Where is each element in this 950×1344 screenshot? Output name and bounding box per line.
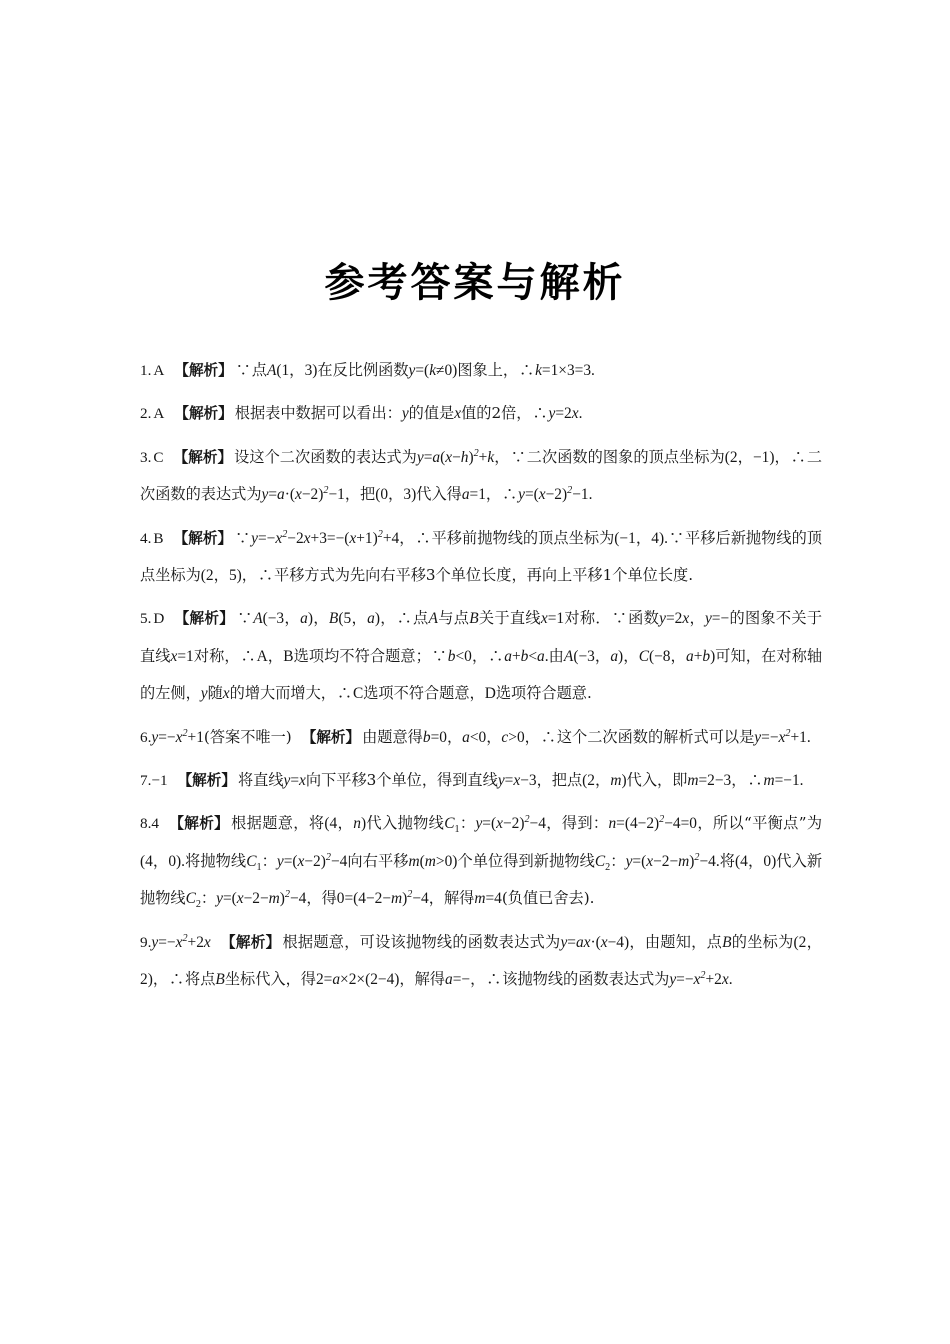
answer-body-7: 将直线 xyxy=(237,771,284,790)
therefore-icon: ∴ xyxy=(169,970,185,989)
answer-number-4: 4. B xyxy=(140,529,164,547)
answer-value-7: −1 xyxy=(151,772,168,790)
answer-number-6: 6. xyxy=(140,728,152,746)
answer-body-9: 根据题意，可设该抛物线的函数表达式为 xyxy=(282,932,561,951)
answer-entry-3: 3. C 【解析】 设这个二次函数的表达式为$y=a(x-h)^2+k$，∵二次函数的图象的顶点坐标为(2，−1)，∴二次函数的表达式为$y=a\cdot(x-2)^2-1$，把(0，3)代入得a=1，$\therefore y=(x-2)^2-1$. xyxy=(140,447,823,504)
answer-value-6: $y=-x^2+1$(答案不唯一) xyxy=(151,727,292,746)
therefore-icon: ∴ xyxy=(540,727,556,746)
therefore-icon: ∴ xyxy=(532,404,548,423)
analysis-tag-5: 【解析】 xyxy=(174,610,235,628)
answer-number-7: 7. xyxy=(140,772,152,790)
answer-entry-1: 1. A 【解析】 ∵点A(1，3)在反比例函数y=(k≠0)图象上，∴k=1×3=3. xyxy=(140,361,595,379)
analysis-tag-3: 【解析】 xyxy=(173,448,233,466)
answer-body-6: 由题意得 xyxy=(362,727,423,746)
answer-number-2: 2. A xyxy=(140,405,165,423)
page-title: 参考答案与解析 xyxy=(324,260,626,306)
therefore-icon: ∴ xyxy=(486,970,502,989)
answer-choice-4: B xyxy=(153,529,164,547)
therefore-icon: ∴ xyxy=(240,646,256,665)
analysis-tag-6: 【解析】 xyxy=(301,728,361,746)
answer-value-9: $y=-x^2+2x$ xyxy=(151,932,211,951)
answer-entry-6: $6.y=-x^2+1$(答案不唯一) 【解析】 由题意得b=0，a<0，c>0，∴这个二次函数的解析式可以是$y=-x^2+1$. xyxy=(140,727,811,746)
because-icon: ∵ xyxy=(235,361,251,379)
therefore-icon: ∴ xyxy=(502,485,518,504)
answer-number-1: 1. A xyxy=(140,362,165,379)
because-icon: ∵ xyxy=(510,447,526,466)
therefore-icon: ∴ xyxy=(257,566,273,585)
therefore-icon: ∴ xyxy=(396,609,412,628)
therefore-icon: ∴ xyxy=(415,528,431,547)
therefore-icon: ∴ xyxy=(747,771,763,790)
analysis-tag-1: 【解析】 xyxy=(174,362,233,379)
analysis-tag-4: 【解析】 xyxy=(173,529,233,547)
answer-body-3: 设这个二次函数的表达式为 xyxy=(234,447,417,466)
answer-choice-1: A xyxy=(153,362,165,379)
answer-list xyxy=(140,352,822,1005)
answer-entry-9: $9.y=-x^2+2x$ 【解析】 根据题意，可设该抛物线的函数表达式为y=ax·(x−4)，由题知，点B的坐标为(2，2)，∴将点B坐标代入，得2=a×2×(2−4)，解得a=−，∴该抛物线的函数表达式为$y=-x^2+2x$. xyxy=(140,932,823,989)
answer-body-5: ， xyxy=(379,609,396,628)
analysis-tag-9: 【解析】 xyxy=(220,933,281,951)
because-icon: ∵ xyxy=(611,609,627,628)
therefore-icon: ∴ xyxy=(488,646,504,665)
therefore-icon: ∴ xyxy=(790,447,806,466)
answer-value-8: 4 xyxy=(151,815,159,833)
answer-number-9: 9. xyxy=(140,933,152,951)
answer-entry-5: 5. D 【解析】 ∵A(−3，a)，B(5，a)，∴点A与点B关于直线x=1对称．∵函数y=2x，y=−的图象不关于直线x=1对称，∴A，B选项均不符合题意；∵b<0，∴a+b<a.由A(−3，a)，C(−8，a+b)可知，在对称轴的左侧，y随x的增大而增大，∴C选项不符合题意，D选项符合题意. xyxy=(140,609,823,703)
answer-choice-2: A xyxy=(153,405,165,423)
answer-choice-5: D xyxy=(153,610,165,628)
answer-number-5: 5. D xyxy=(140,610,165,628)
answer-choice-3: C xyxy=(153,448,164,466)
answer-entry-8: 8.4 【解析】 根据题意，将(4，n)代入抛物线$C_1$：$y=(x-2)^2-4$，得到：$n=(4-2)^2-4=0$，所以“平衡点”为(4，0).将抛物线$C_1$：$y=(x-2)^2-4$向右平移m(m>0)个单位得到新抛物线$C_2$：$y=(x-2-m)^2-4$.将(4，0)代入新抛物线$C_2$：$y=(x-2-m)^2-4$，得$0=(4-2-m)^2-4$，解得m=4(负值已舍去). xyxy=(140,814,823,911)
analysis-tag-2: 【解析】 xyxy=(174,405,233,423)
because-icon: ∵ xyxy=(668,528,684,547)
analysis-tag-7: 【解析】 xyxy=(177,772,236,790)
answer-entry-4: 4. B 【解析】 $\because y=-x^2-2x+3=-(x+1)^2+4$，∴平移前抛物线的顶点坐标为(−1，4).∵平移后新抛物线的顶点坐标为(2，5)，∴平移方式为先向右平移3个单位长度，再向上平移1个单位长度. xyxy=(140,528,823,585)
answer-body-1: 点 xyxy=(251,361,267,379)
answer-body-2: 根据表中数据可以看出： xyxy=(234,404,402,423)
answer-number-3: 3. C xyxy=(140,448,164,466)
therefore-icon: ∴ xyxy=(519,361,535,379)
answer-entry-7: 7.−1 【解析】 将直线y=x向下平移3个单位，得到直线y=x−3，把点(2，m)代入，即m=2−3，∴m=−1. xyxy=(140,771,804,790)
because-icon: ∵ xyxy=(235,528,251,547)
answer-entry-2: 2. A 【解析】 根据表中数据可以看出：y的值是x值的2倍，∴y=2x. xyxy=(140,404,583,423)
because-icon: ∵ xyxy=(431,646,447,665)
because-icon: ∵ xyxy=(237,609,253,628)
answer-body-8: 根据题意，将 xyxy=(231,814,325,833)
therefore-icon: ∴ xyxy=(336,684,352,703)
answer-body-4: ， xyxy=(399,528,415,547)
answer-number-8: 8. xyxy=(140,815,152,833)
analysis-tag-8: 【解析】 xyxy=(168,815,230,833)
